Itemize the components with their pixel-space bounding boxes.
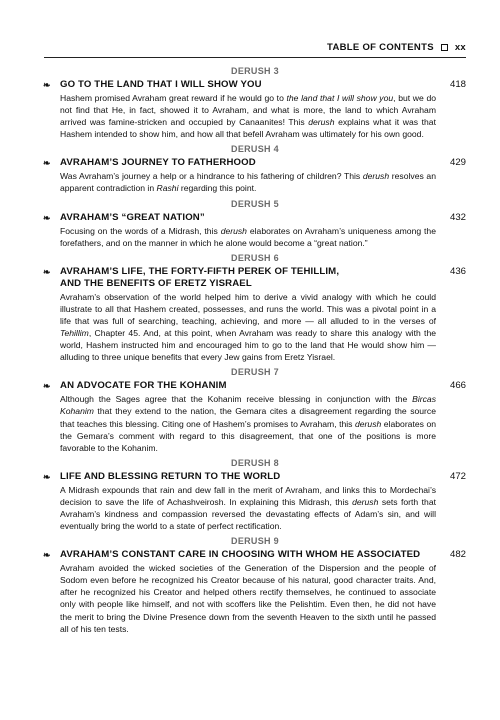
entry-title-row[interactable] <box>44 212 466 224</box>
entry-title: LIFE AND BLESSING RETURN TO THE WORLD <box>60 470 281 482</box>
header-page-number: xx <box>454 42 466 53</box>
toc-entry <box>44 66 466 140</box>
derush-heading: DERUSH 8 <box>231 457 279 468</box>
toc-entry <box>44 144 466 194</box>
entry-title: AVRAHAM’S LIFE, THE FORTY-FIFTH PEREK OF TEHILLIM, AND THE BENEFITS OF ERETZ YISRAEL <box>60 265 340 289</box>
fleuron-icon: ❧ <box>43 381 51 392</box>
entry-page-number: 482 <box>449 549 466 561</box>
entry-title-row[interactable] <box>44 266 466 290</box>
entry-title-row[interactable] <box>44 549 466 561</box>
entry-description: Hashem promised Avraham great reward if he would go to the land that I will show you, but we do not find that He, in fact, showed it to Avraham, and what is more, the land to which Avraham arrived was famine-stricken and occupied by Canaanites! This derush explains what it was that Hashem intended to show him, and how all that befell Avraham was ultimately for his own good. <box>60 93 437 140</box>
derush-heading: DERUSH 9 <box>231 536 279 547</box>
entry-description: Avraham avoided the wicked societies of the Generation of the Dispersion and the people of Sodom even before he recognized his Creator because of his natural, good character traits. And, after he recognized his Creator and helped others rectify themselves, he continued to associate only with people like himself, and not with scoffers like the Pelishtim. Even then, he did not have the merit to bring the Divine Presence down from the seventh Heaven to the sixth until he passed all of his ten tests. <box>60 563 436 634</box>
entry-title: AVRAHAM’S JOURNEY TO FATHERHOOD <box>60 157 256 169</box>
derush-heading: DERUSH 7 <box>231 367 279 378</box>
fleuron-icon: ❧ <box>43 266 51 277</box>
fleuron-icon: ❧ <box>43 80 51 90</box>
entry-title: GO TO THE LAND THAT I WILL SHOW YOU <box>60 79 262 90</box>
entry-description: Although the Sages agree that the Kohanim receive blessing in conjunction with the Bircas Kohanim that they extend to the nation, the Gemara cites a disagreement regarding the source that teaches this blessing. Citing one of Hashem’s promises to Avraham, this derush elaborates on the Gemara’s comment with regard to this disagreement, that one of the positions is more favorable to the Kohanim. <box>60 394 437 453</box>
entry-page-number: 466 <box>449 380 466 392</box>
entry-description: Was Avraham’s journey a help or a hindrance to his fathering of children? This derush resolves an apparent contradiction in Rashi regarding this point. <box>60 171 436 194</box>
derush-heading: DERUSH 4 <box>231 144 279 155</box>
entry-title: AVRAHAM’S “GREAT NATION” <box>60 211 205 223</box>
derush-heading: DERUSH 5 <box>231 198 279 209</box>
fleuron-icon: ❧ <box>43 212 51 223</box>
fleuron-icon: ❧ <box>43 158 51 169</box>
entry-title: AVRAHAM’S CONSTANT CARE IN CHOOSING WITH WHOM HE ASSOCIATED <box>60 549 421 561</box>
toc-entry <box>44 367 466 453</box>
header-title: TABLE OF CONTENTS <box>327 42 434 53</box>
derush-heading: DERUSH 3 <box>231 66 279 76</box>
entry-description: Avraham’s observation of the world helped him to derive a vivid analogy with which he could illustrate to all that Hashem created, possesses, and runs the world. This was a pivotal point in a life that was full of searching, teaching, achieving, and more — all alluded to in the verses of Tehillim, Chapter 45. And, at this point, when Avraham was ready to share this analogy with the world, Hashem instructed him and encouraged him to go to the land that He would show him — alluding to three unique benefits that every Jew gains from Eretz Yisrael. <box>60 291 436 363</box>
header-rule <box>44 57 466 58</box>
fleuron-icon: ❧ <box>43 550 51 561</box>
entry-page-number: 436 <box>449 265 466 277</box>
square-ornament-icon <box>441 44 448 51</box>
entry-page-number: 472 <box>449 470 466 482</box>
entry-title-row[interactable] <box>44 471 466 483</box>
entry-description: A Midrash expounds that rain and dew fall in the merit of Avraham, and links this to Mordechai’s decision to save the life of Achashveirosh. In explaining this Midrash, this derush sets forth that Avraham’s kindness and compassion reversed the devastating effects of Adam’s sin, and will eventually bring the world to a state of perfect rectification. <box>60 484 436 532</box>
entry-title-row[interactable] <box>44 380 466 392</box>
derush-heading: DERUSH 6 <box>231 252 279 263</box>
entry-title-row[interactable] <box>44 79 466 91</box>
toc-entry <box>44 536 466 635</box>
entry-title-row[interactable] <box>44 157 466 169</box>
toc-entry <box>44 199 466 249</box>
entry-page-number: 432 <box>449 211 466 223</box>
entry-page-number: 418 <box>449 79 466 90</box>
fleuron-icon: ❧ <box>43 471 51 482</box>
toc-entry <box>44 253 466 364</box>
toc-entry <box>44 458 466 532</box>
entry-description: Focusing on the words of a Midrash, this derush elaborates on Avraham’s uniqueness among the forefathers, and on the manner in which he alone would become a “great nation.” <box>60 225 436 248</box>
running-header <box>327 42 466 53</box>
entry-title: AN ADVOCATE FOR THE KOHANIM <box>60 380 227 392</box>
table-of-contents <box>44 66 466 639</box>
entry-page-number: 429 <box>449 157 466 169</box>
